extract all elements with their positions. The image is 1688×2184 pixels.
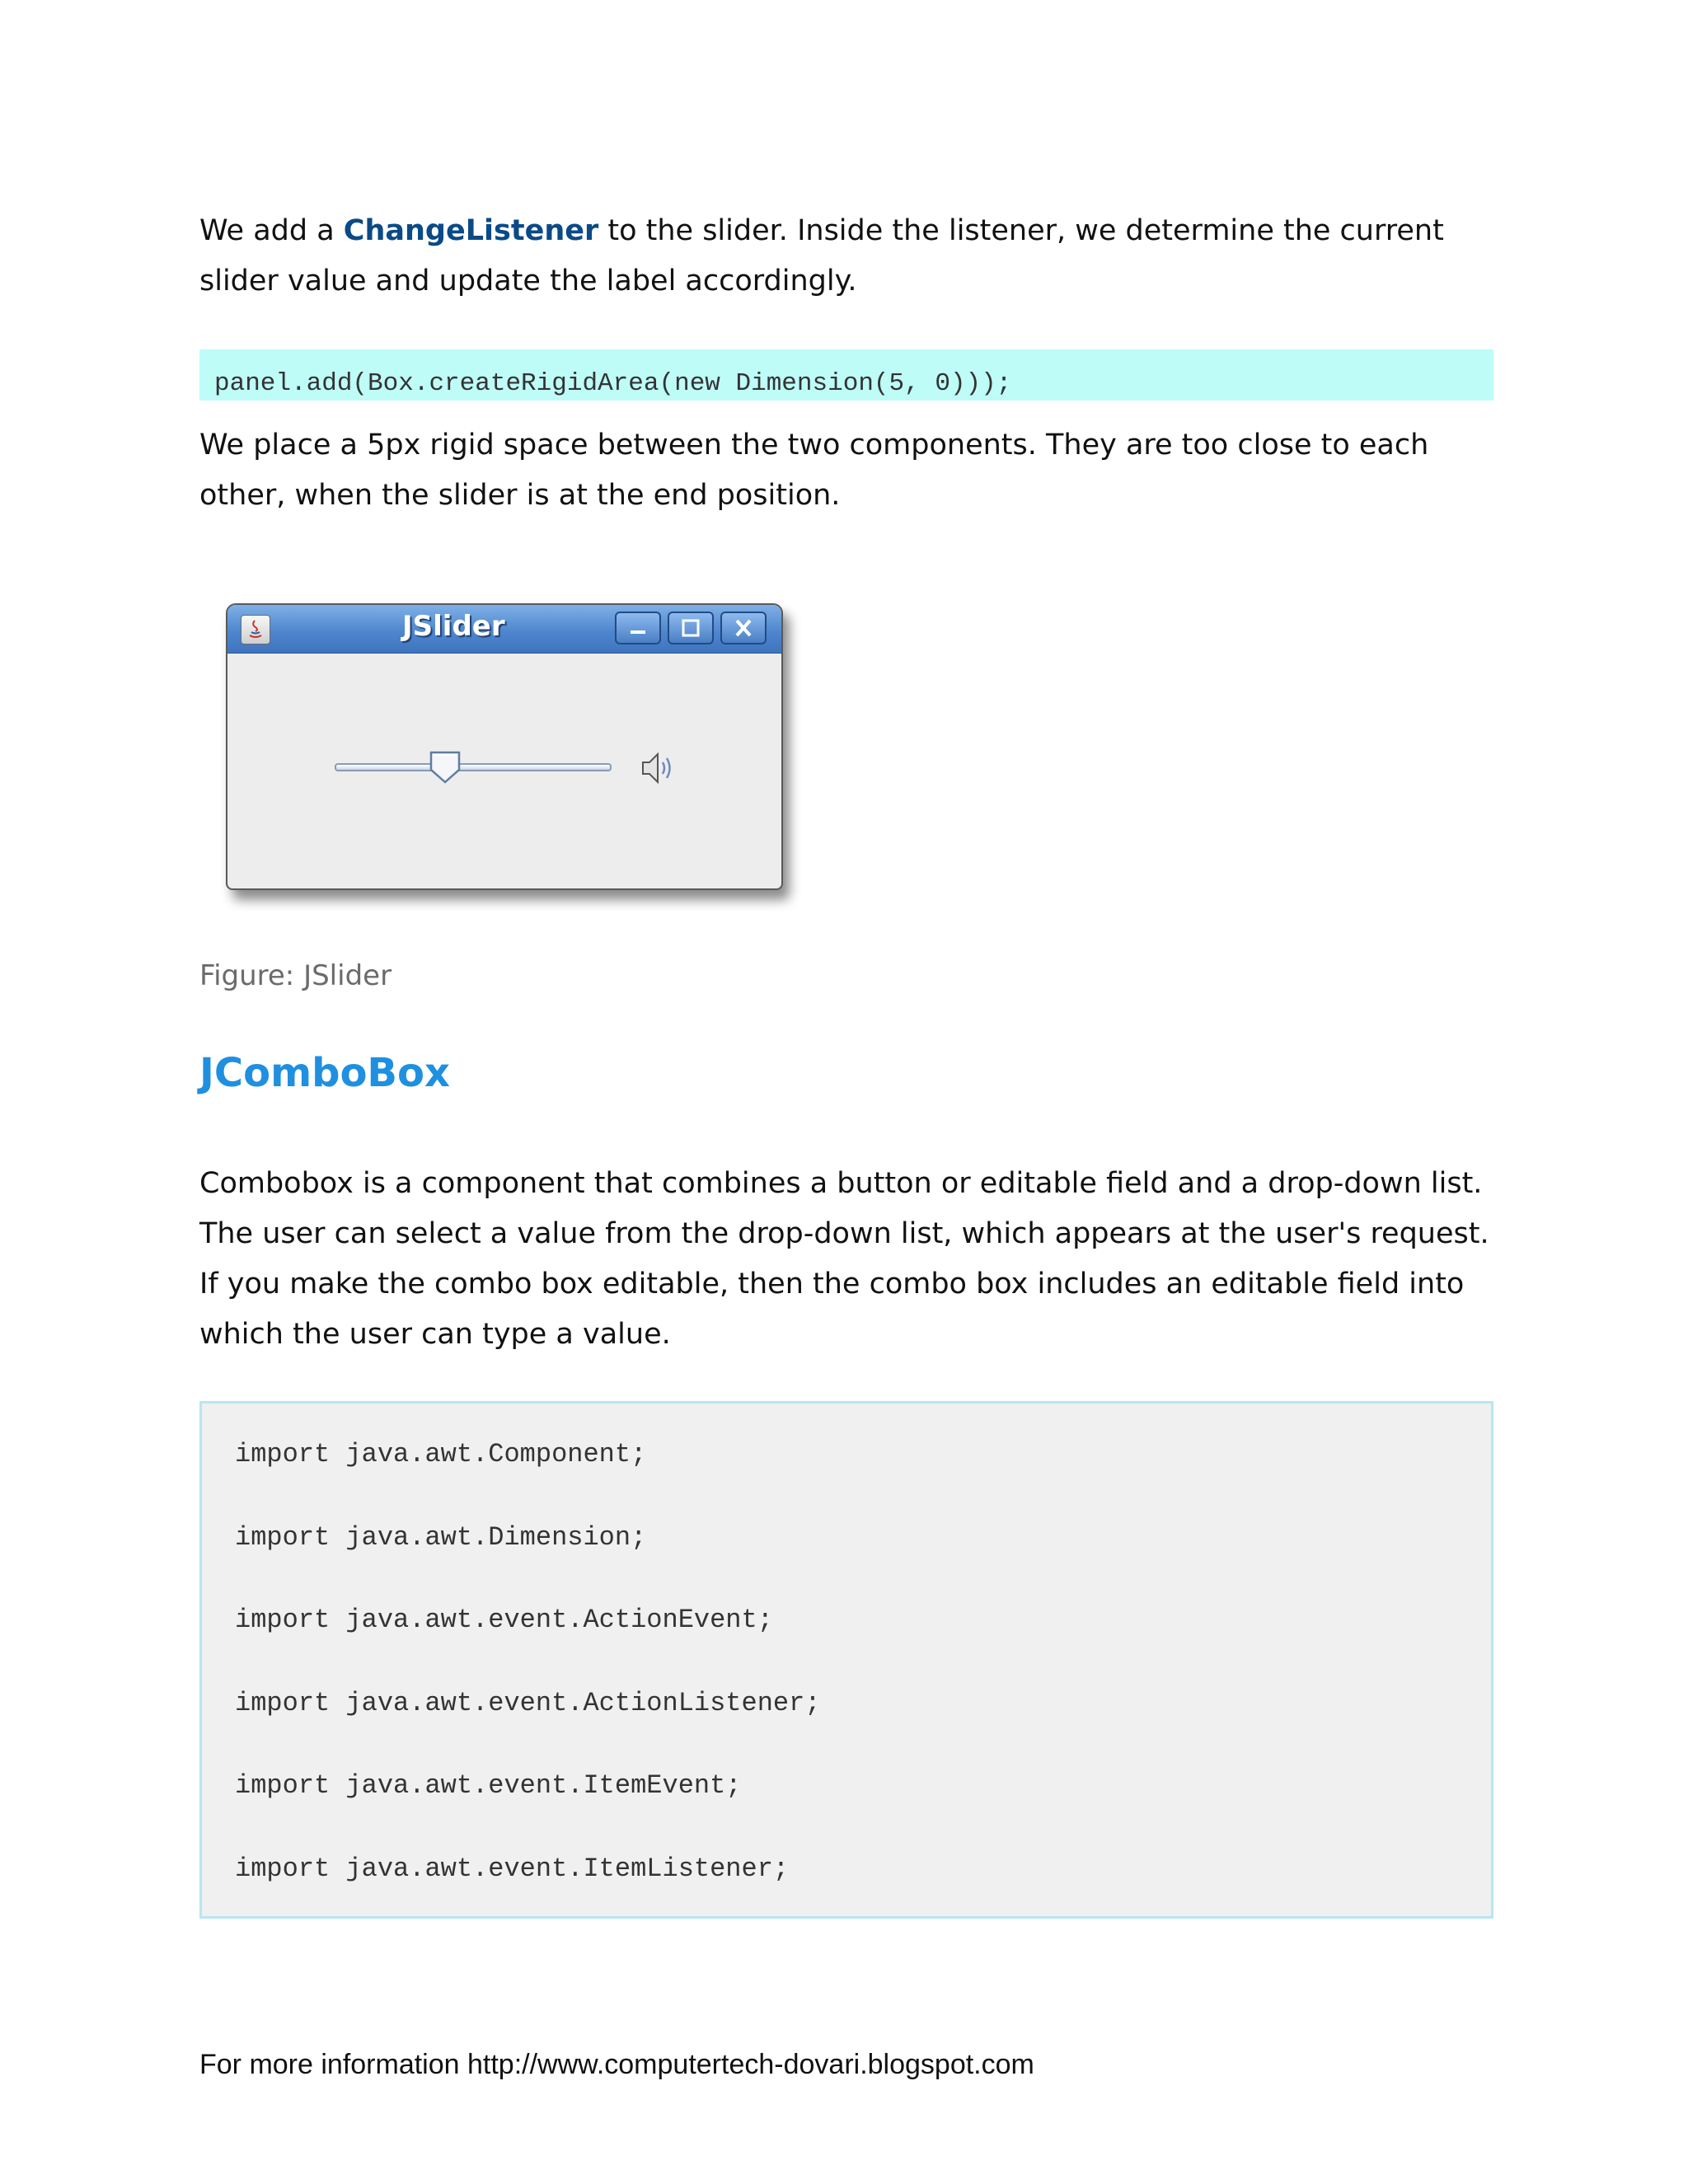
code-line: import java.awt.event.ItemListener; <box>235 1853 790 1884</box>
minimize-icon[interactable] <box>615 612 661 644</box>
window-titlebar <box>227 605 781 654</box>
code-line: import java.awt.Component; <box>235 1439 647 1469</box>
paragraph-rigid-space: We place a 5px rigid space between the two components. They are too close to each other, when the slider is at the end position. <box>199 429 1429 512</box>
paragraph-text: to the slider. Inside the listener, we determine the current slider value and update the label accordingly. <box>199 214 1444 298</box>
java-app-icon <box>241 615 270 644</box>
jslider-window <box>226 603 783 890</box>
footer-info: For more information http://www.computertech-dovari.blogspot.com <box>199 2049 1034 2080</box>
close-icon[interactable] <box>720 612 767 644</box>
highlight-term: ChangeListener <box>343 214 599 247</box>
paragraph-text: We add a <box>199 214 344 247</box>
section-heading: JComboBox <box>199 1050 450 1096</box>
code-line: import java.awt.event.ActionEvent; <box>235 1605 773 1635</box>
code-line: import java.awt.event.ActionListener; <box>235 1687 821 1718</box>
slider-thumb[interactable] <box>429 750 462 785</box>
code-block <box>199 1401 1493 1919</box>
code-line: import java.awt.Dimension; <box>235 1521 647 1553</box>
maximize-icon[interactable] <box>668 612 714 644</box>
paragraph-change-listener <box>199 206 1502 307</box>
figure-caption: Figure: JSlider <box>199 959 392 992</box>
speaker-icon <box>640 750 681 786</box>
window-title: JSlider <box>402 610 505 643</box>
paragraph-combobox: Combobox is a component that combines a button or editable field and a drop-down list. The user can select a value from the drop-down list, which appears at the user's request. If you make the combo box editable, then the combo box includes an editable field into which the user can type a value. <box>199 1167 1489 1351</box>
code-snippet: panel.add(Box.createRigidArea(new Dimension(5, 0))); <box>199 349 1493 401</box>
slider-track[interactable] <box>335 763 612 771</box>
code-line: import java.awt.event.ItemEvent; <box>235 1770 742 1801</box>
